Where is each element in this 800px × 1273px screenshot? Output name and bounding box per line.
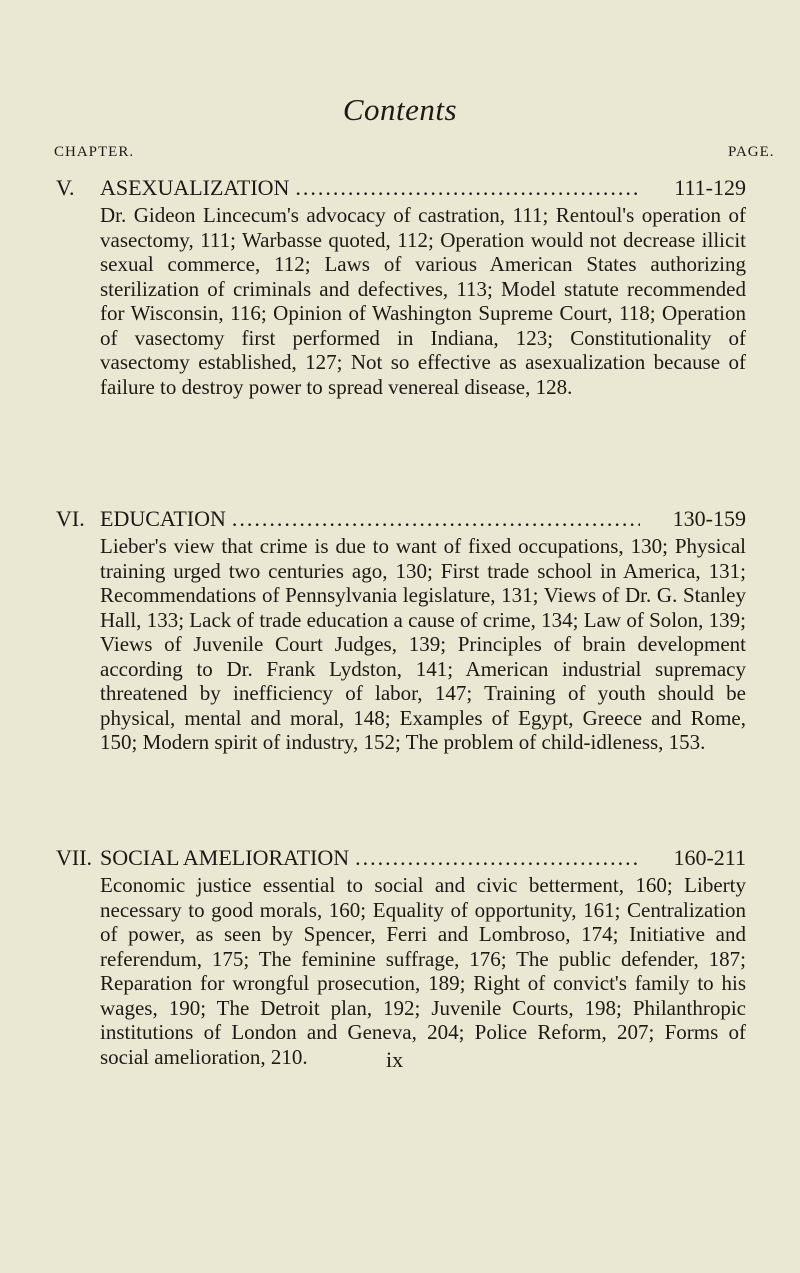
chapter-title: ASEXUALIZATION (100, 175, 290, 200)
chapter-heading-line (56, 845, 746, 871)
chapter-numeral: VI. (56, 506, 85, 531)
chapter-summary: Economic justice essential to social and civic betterment, 160; Liberty necessary to good morals, 160; Equality of opportunity, 161; Centralization of power, as seen by Spencer, Ferri and Lombroso, 174; Initiative and referendum, 175; The feminine suffrage, 176; The public defender, 187; Reparation for wrongful prosecution, 189; Right of convict's family to his wages, 190; The Detroit plan, 192; Juvenile Courts, 198; Philanthropic institutions of London and Geneva, 204; Police Reform, 207; Forms of social amelioration, 210. (100, 873, 746, 1069)
chapter-numeral: VII. (56, 845, 93, 870)
chapter-page-range: 130-159 (672, 506, 746, 531)
chapter-entry-vii (56, 845, 746, 1069)
chapter-entry-v (56, 175, 746, 399)
chapter-summary: Dr. Gideon Lincecum's advocacy of castration, 111; Rentoul's operation of vasectomy, 111; Warbasse quoted, 112; Operation would not decrease illicit sexual commerce, 112; Laws of various American States authorizing sterilization of criminals and defectives, 113; Model statute recommended for Wisconsin, 116; Opinion of Washington Supreme Court, 118; Operation of vasectomy first performed in Indiana, 123; Constitutionality of vasectomy established, 127; Not so effective as asexualization because of failure to destroy power to spread venereal disease, 128. (100, 203, 746, 399)
page-number: ix (386, 1047, 404, 1072)
chapter-title: EDUCATION (100, 506, 226, 531)
chapter-column-label: CHAPTER. (54, 144, 135, 160)
chapter-heading-line (56, 175, 746, 201)
chapter-summary: Lieber's view that crime is due to want of fixed occupations, 130; Physical training urged two centuries ago, 130; First trade school in America, 131; Recommendations of Pennsylvania legislature, 131; Views of Dr. G. Stanley Hall, 133; Lack of trade education a cause of crime, 134; Law of Solon, 139; Views of Juvenile Court Judges, 139; Principles of brain development according to Dr. Frank Lydston, 141; American industrial supremacy threatened by inefficiency of labor, 147; Training of youth should be physical, mental and moral, 148; Examples of Egypt, Greece and Rome, 150; Modern spirit of industry, 152; The problem of child-idleness, 153. (100, 534, 746, 754)
dot-leader (355, 845, 640, 871)
chapter-heading-line (56, 506, 746, 532)
chapter-numeral: V. (56, 175, 75, 200)
page-title: Contents (342, 92, 458, 127)
dot-leader (295, 175, 640, 201)
chapter-title: SOCIAL AMELIORATION (100, 845, 350, 870)
page-column-label: PAGE. (728, 144, 775, 160)
chapter-page-range: 111-129 (674, 175, 746, 200)
chapter-page-range: 160-211 (673, 845, 746, 870)
chapter-entry-vi (56, 506, 746, 755)
dot-leader (232, 506, 640, 532)
